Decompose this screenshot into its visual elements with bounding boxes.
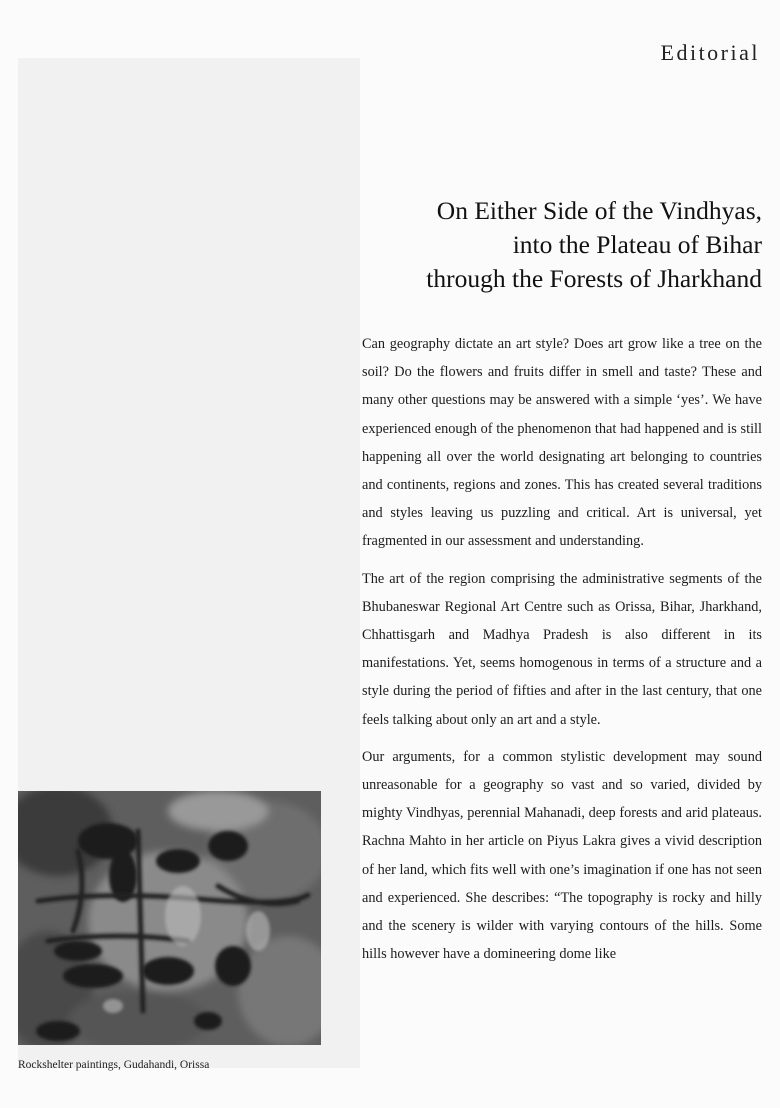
section-label: Editorial	[660, 40, 760, 65]
rockshelter-painting-photo	[18, 791, 321, 1045]
article-body	[362, 330, 762, 977]
headline-line-1: On Either Side of the Vindhyas,	[436, 196, 762, 225]
paragraph-3: Our arguments, for a common stylistic development may sound unreasonable for a geography so vast and so varied, divided by mighty Vindhyas, perennial Mahanadi, deep forests and arid plateaus. Rachna Mahto in her article on Piyus Lakra gives a vivid description of her land, which fits well with one’s imagination if one has not seen and experienced. She describes: “The topography is rocky and hilly and the scenery is wilder with varying contours of the hills. Some hills however have a domineering dome like	[362, 748, 762, 963]
paragraph-2: The art of the region comprising the administrative segments of the Bhubaneswar Regional Art Centre such as Orissa, Bihar, Jharkhand, Chhattisgarh and Madhya Pradesh is also different in its manifestations. Yet, seems homogenous in terms of a structure and a style during the period of fifties and after in the last century, that one feels talking about only an art and a style.	[362, 570, 762, 728]
headline-line-3: through the Forests of Jharkhand	[426, 264, 762, 293]
paragraph-1: Can geography dictate an art style? Does art grow like a tree on the soil? Do the flowers and fruits differ in smell and taste? These and many other questions may be answered with a simple ‘yes’. We have experienced enough of the phenomenon that had happened and is still happening all over the world designating art belonging to countries and continents, regions and zones. This has created several traditions and styles leaving us puzzling and critical. Art is universal, yet fragmented in our assessment and understanding.	[362, 336, 762, 550]
photo-caption: Rockshelter paintings, Gudahandi, Orissa	[18, 1059, 210, 1071]
headline-line-2: into the Plateau of Bihar	[512, 230, 762, 259]
article-headline	[342, 194, 762, 296]
